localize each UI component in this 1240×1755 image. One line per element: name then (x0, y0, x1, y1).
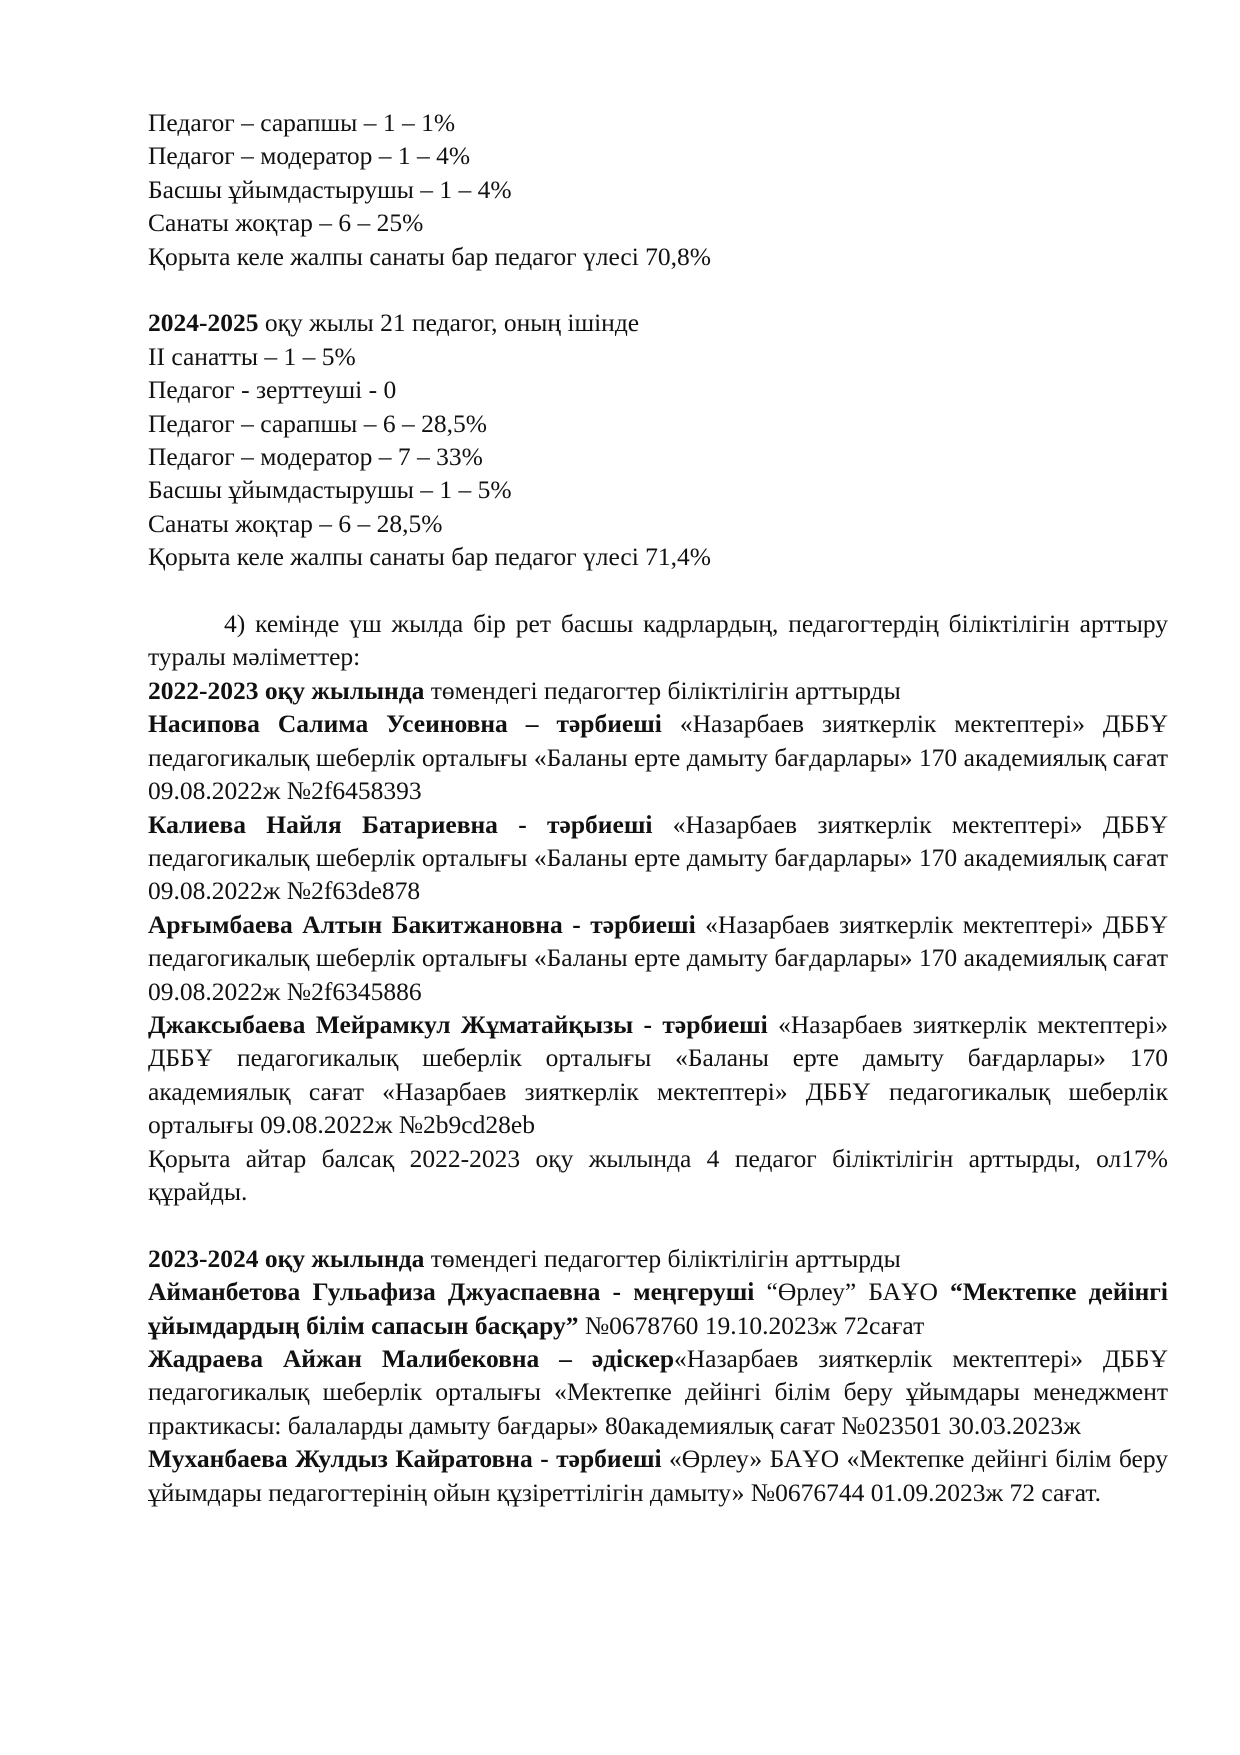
category-summary: Қорыта келе жалпы санаты бар педагог үлесі 71,4% (148, 542, 712, 572)
teacher-entry (148, 707, 1168, 807)
teacher-name: Насипова Салима Усеиновна – тәрбиеші (148, 709, 662, 739)
teacher-entry (148, 1442, 1168, 1509)
category-line: Басшы ұйымдастырушы – 1 – 5% (148, 475, 512, 505)
teacher-details: «Назарбаев зияткерлік мектептері» ДББҰ педагогикалық шеберлік орталығы «Баланы ерте дамыту бағдарлары» 170 академиялық сағат «Назарбаев зияткерлік мектептері» ДББҰ педагогикалық шеберлік орталығы 09.08.2022ж №2b9cd28eb (148, 1009, 1168, 1140)
category-line: Педагог – сарапшы – 6 – 28,5% (148, 408, 487, 438)
teacher-entry (148, 1008, 1168, 1142)
upgrades-heading-year: 2022-2023 оқу жылында (148, 675, 425, 705)
teacher-entry (148, 808, 1168, 908)
teacher-name: Жадраева Айжан Малибековна – әдіскер (148, 1343, 674, 1373)
course-title: “Мектепке дейінгі ұйымдардың білім сапасын басқару” (148, 1277, 1168, 1340)
upgrades-2023 (148, 1242, 1168, 1509)
teacher-details: №0678760 19.10.2023ж 72сағат (578, 1310, 925, 1340)
upgrades-2022 (148, 674, 1168, 1209)
category-line: Санаты жоқтар – 6 – 25% (148, 208, 424, 238)
upgrades-heading (148, 674, 1168, 707)
upgrades-heading-text: төмендегі педагогтер біліктілігін арттырды (424, 675, 901, 705)
upgrades-heading-year: 2023-2024 оқу жылында (148, 1243, 425, 1273)
teacher-name: Арғымбаева Алтын Бакитжановна - тәрбиеші (148, 909, 696, 939)
category-line: Педагог – модератор – 1 – 4% (148, 141, 471, 171)
upgrades-summary: Қорыта айтар балсақ 2022-2023 оқу жылында 4 педагог біліктілігін арттырды, ол17% құрайды. (148, 1143, 1168, 1206)
category-line: Педагог – модератор – 7 – 33% (148, 442, 483, 472)
category-line: II санатты – 1 – 5% (148, 341, 356, 371)
teacher-name: Джаксыбаева Мейрамкул Жұматайқызы - тәрбиеші (148, 1009, 768, 1039)
category-line: Басшы ұйымдастырушы – 1 – 4% (148, 174, 512, 204)
category-list-previous (148, 106, 1168, 273)
teacher-org: “Өрлеу” БАҰО (754, 1277, 951, 1307)
category-list-2024 (148, 306, 1168, 573)
teacher-entry (148, 1342, 1168, 1442)
upgrades-heading-text: төмендегі педагогтер біліктілігін арттырды (424, 1243, 901, 1273)
teacher-details: «Назарбаев зияткерлік мектептері» ДББҰ педагогикалық шеберлік орталығы «Баланы ерте дамыту бағдарлары» 170 академиялық сағат 09.08.2022ж №2f63de878 (148, 809, 1168, 906)
teacher-entry (148, 908, 1168, 1008)
teacher-details: «Назарбаев зияткерлік мектептері» ДББҰ педагогикалық шеберлік орталығы «Баланы ерте дамыту бағдарлары» 170 академиялық сағат 09.08.2022ж №2f6458393 (148, 709, 1168, 806)
document-page (148, 106, 1168, 1509)
teacher-details: «Назарбаев зияткерлік мектептері» ДББҰ педагогикалық шеберлік орталығы «Мектепке дейінгі білім беру ұйымдары менеджмент практикасы: балаларды дамыту бағдары» 80академиялық сағат №023501 30.03.2023ж (148, 1343, 1168, 1440)
teacher-entry (148, 1275, 1168, 1342)
category-line: Санаты жоқтар – 6 – 28,5% (148, 508, 443, 538)
year-label: 2024-2025 (148, 308, 259, 338)
year-intro-text: оқу жылы 21 педагог, оның ішінде (258, 308, 640, 338)
item-4-paragraph: 4) кемінде үш жылда бір рет басшы кадрлардың, педагогтердің біліктілігін арттыру туралы мәліметтер: (148, 609, 1168, 672)
teacher-name: Муханбаева Жулдыз Кайратовна - тәрбиеші (148, 1444, 662, 1474)
year-intro (148, 306, 1168, 339)
category-summary: Қорыта келе жалпы санаты бар педагог үлесі 70,8% (148, 241, 712, 271)
teacher-name: Айманбетова Гульафиза Джуаспаевна - меңгеруші (148, 1277, 755, 1307)
teacher-details: «Өрлеу» БАҰО «Мектепке дейінгі білім беру ұйымдары педагогтерінің ойын құзіреттілігін дамыту» №0676744 01.09.2023ж 72 сағат. (148, 1444, 1168, 1507)
category-line: Педагог - зерттеуші - 0 (148, 375, 397, 405)
teacher-name: Калиева Найля Батариевна - тәрбиеші (148, 809, 653, 839)
category-line: Педагог – сарапшы – 1 – 1% (148, 108, 456, 137)
upgrades-heading (148, 1242, 1168, 1275)
teacher-details: «Назарбаев зияткерлік мектептері» ДББҰ педагогикалық шеберлік орталығы «Баланы ерте дамыту бағдарлары» 170 академиялық сағат 09.08.2022ж №2f6345886 (148, 909, 1168, 1006)
